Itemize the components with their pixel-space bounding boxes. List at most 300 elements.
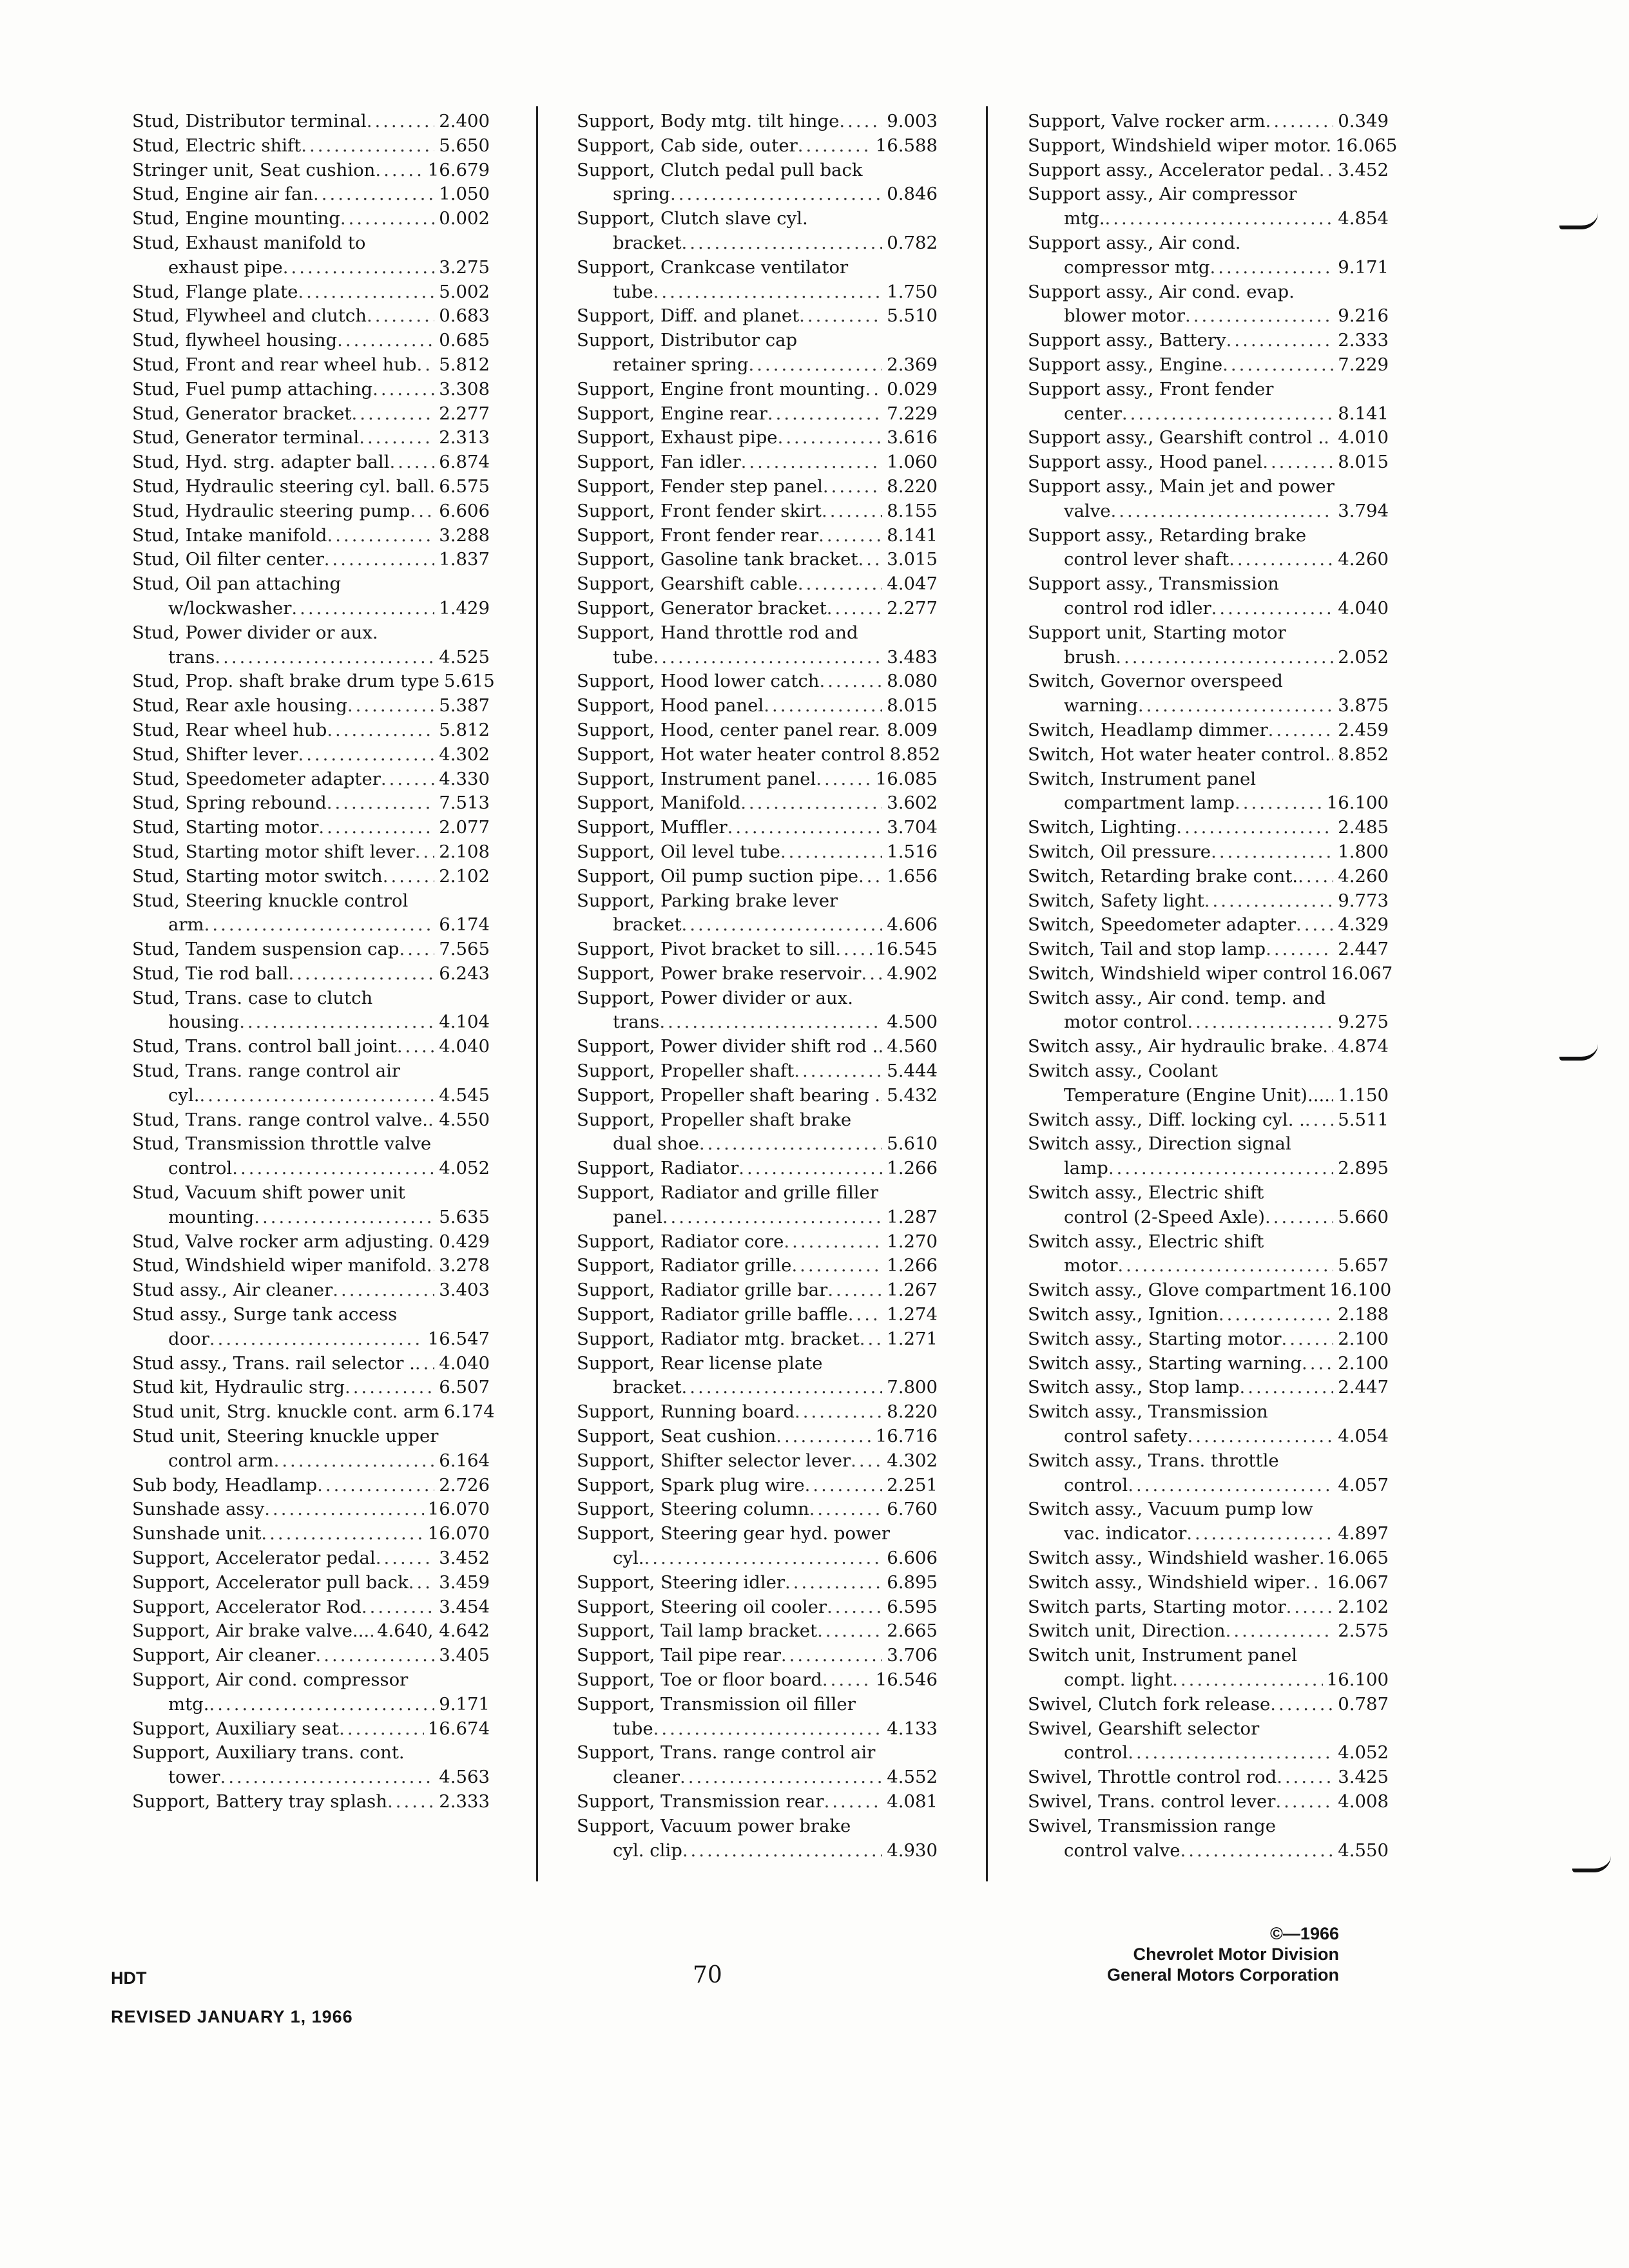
- index-entry: [577, 718, 938, 743]
- dot-leader: [1128, 1474, 1333, 1498]
- entry-reference: 4.302: [439, 744, 490, 765]
- dot-leader: [428, 1108, 434, 1133]
- entry-title: Switch assy., Starting motor: [1028, 1328, 1282, 1349]
- entry-continuation: compartment lamp: [1064, 793, 1235, 814]
- index-entry: [577, 329, 938, 378]
- entry-reference: 2.100: [1338, 1352, 1389, 1374]
- index-entry: [132, 182, 490, 207]
- index-entry: [577, 962, 938, 986]
- index-entry: [577, 1108, 938, 1157]
- index-entry: [577, 1254, 938, 1278]
- entry-reference: 6.243: [439, 963, 490, 984]
- entry-reference: 16.065: [1326, 1548, 1389, 1569]
- margin-mark: [1559, 213, 1598, 229]
- dot-leader: [339, 1717, 424, 1742]
- index-entry: [577, 1497, 938, 1522]
- entry-title: Switch, Speedometer adapter: [1028, 914, 1296, 936]
- entry-title: Stud unit, Steering knuckle upper: [132, 1426, 439, 1447]
- entry-continuation: control rod idler: [1064, 597, 1211, 619]
- dot-leader: [1322, 1035, 1333, 1059]
- index-entry: [577, 743, 941, 767]
- dot-leader: [1108, 1157, 1333, 1181]
- index-entry: [132, 572, 490, 621]
- dot-leader: [415, 840, 434, 865]
- entry-reference: 2.102: [1338, 1596, 1389, 1617]
- index-entry: [577, 1278, 938, 1303]
- entry-title: Stud, Generator terminal: [132, 427, 360, 448]
- dot-leader: [1186, 1522, 1333, 1546]
- entry-reference: 1.150: [1338, 1084, 1389, 1106]
- entry-title: Support, Spark plug wire: [577, 1474, 805, 1495]
- index-entry: [577, 402, 938, 427]
- entry-reference: 16.067: [1326, 1571, 1389, 1593]
- entry-title: Stud assy., Trans. rail selector .: [132, 1352, 415, 1374]
- index-entry: [1028, 1717, 1389, 1766]
- entry-reference: 8.220: [887, 476, 938, 497]
- index-entry: [577, 767, 938, 792]
- entry-title: Support assy., Battery: [1028, 330, 1226, 351]
- entry-title: Support, Power divider shift rod .: [577, 1036, 878, 1057]
- entry-title: Stud, Intake manifold: [132, 524, 327, 546]
- dot-leader: [835, 937, 871, 962]
- index-entry: [577, 450, 938, 475]
- entry-continuation: mounting: [168, 1206, 255, 1227]
- dot-leader: [767, 402, 882, 427]
- entry-reference: 1.270: [887, 1231, 938, 1252]
- entry-title: Stud, Fuel pump attaching: [132, 378, 373, 399]
- dot-leader: [880, 718, 882, 743]
- entry-reference: 4.550: [439, 1109, 490, 1130]
- dot-leader: [791, 1254, 882, 1278]
- dot-leader: [682, 231, 882, 256]
- index-entry: [132, 1619, 490, 1644]
- entry-reference: 16.100: [1326, 793, 1389, 814]
- index-entry: [132, 621, 490, 670]
- dot-leader: [776, 1425, 871, 1449]
- entry-title: Support, Windshield wiper motor.: [1028, 135, 1332, 156]
- index-entry: [577, 1352, 938, 1401]
- entry-title: Stud, Trans. control ball joint: [132, 1036, 397, 1057]
- dot-leader: [199, 1084, 434, 1108]
- entry-reference: 4.052: [1338, 1742, 1389, 1763]
- index-entry: [1028, 475, 1389, 524]
- dot-leader: [1277, 1765, 1333, 1790]
- entry-title: Support, Gasoline tank bracket: [577, 549, 858, 570]
- index-entry: [1028, 1765, 1389, 1790]
- entry-title: Stud kit, Hydraulic strg: [132, 1377, 345, 1398]
- index-entry: [132, 1108, 490, 1133]
- entry-title: Stud, Speedometer adapter: [132, 768, 381, 789]
- dot-leader: [1229, 548, 1333, 572]
- entry-reference: 2.485: [1338, 817, 1389, 838]
- dot-leader: [1265, 1206, 1333, 1230]
- dot-leader: [860, 1327, 882, 1352]
- entry-reference: 5.511: [1338, 1109, 1389, 1130]
- dot-leader: [749, 353, 882, 378]
- entry-reference: 2.277: [439, 403, 490, 424]
- index-entry: [1028, 743, 1389, 767]
- index-entry: [577, 1084, 938, 1108]
- entry-title: Switch parts, Starting motor: [1028, 1596, 1286, 1617]
- index-entry: [132, 1741, 490, 1790]
- entry-title: Support, Air brake valve...: [132, 1620, 370, 1642]
- dot-leader: [1235, 791, 1323, 816]
- index-entry: [577, 865, 938, 889]
- entry-reference: 8.009: [887, 719, 938, 740]
- entry-continuation: retainer spring: [613, 354, 749, 375]
- index-entry: [1028, 840, 1389, 865]
- entry-reference: 0.787: [1338, 1693, 1389, 1715]
- entry-title: Support, Hand throttle rod and: [577, 622, 858, 643]
- index-entry: [1028, 134, 1398, 159]
- entry-reference: 5.387: [439, 695, 490, 716]
- entry-title: Switch assy., Coolant: [1028, 1061, 1218, 1082]
- dot-leader: [1330, 1084, 1333, 1108]
- entry-title: Support, Fan idler: [577, 452, 741, 473]
- index-entry: [577, 1595, 938, 1620]
- entry-continuation: spring: [613, 184, 670, 205]
- entry-title: Support, Tail lamp bracket: [577, 1620, 818, 1642]
- entry-continuation: control: [168, 1158, 233, 1179]
- entry-title: Switch unit, Direction: [1028, 1620, 1226, 1642]
- index-entry: [577, 621, 938, 670]
- index-entry: [577, 1668, 938, 1693]
- index-entry: [1028, 1181, 1389, 1230]
- entry-title: Support, Power divider or aux.: [577, 987, 853, 1008]
- entry-title: Switch assy., Vacuum pump low: [1028, 1499, 1313, 1520]
- entry-continuation: valve: [1064, 500, 1111, 521]
- entry-continuation: control arm: [168, 1450, 274, 1471]
- index-entry: [132, 1668, 490, 1717]
- dot-leader: [1305, 1108, 1333, 1133]
- entry-reference: 2.726: [439, 1474, 490, 1495]
- entry-reference: 4.552: [887, 1767, 938, 1788]
- entry-reference: 4.897: [1338, 1523, 1389, 1544]
- entry-title: Support assy., Main jet and power: [1028, 476, 1335, 497]
- dot-leader: [662, 1206, 882, 1230]
- entry-continuation: dual shoe: [613, 1133, 699, 1155]
- entry-reference: 6.606: [439, 500, 490, 521]
- entry-reference: 4.330: [439, 768, 490, 789]
- dot-leader: [1270, 1693, 1333, 1717]
- column-divider: [536, 106, 538, 1881]
- entry-reference: 8.141: [1338, 403, 1389, 424]
- dot-leader: [740, 791, 882, 816]
- entry-title: Switch, Hot water heater control.: [1028, 744, 1331, 765]
- entry-reference: 2.277: [887, 597, 938, 619]
- dot-leader: [1122, 402, 1333, 427]
- entry-title: Stud, Tandem suspension cap: [132, 939, 400, 960]
- entry-title: Switch assy., Direction signal: [1028, 1133, 1291, 1155]
- entry-reference: 1.060: [887, 452, 938, 473]
- entry-reference: 5.510: [887, 305, 938, 327]
- entry-title: Stud, Front and rear wheel hub: [132, 354, 417, 375]
- dot-leader: [1331, 743, 1333, 767]
- entry-title: Support unit, Starting motor: [1028, 622, 1286, 643]
- entry-title: Support assy., Gearshift control .: [1028, 427, 1324, 448]
- entry-reference: 6.575: [439, 476, 490, 497]
- index-entry: [1028, 1376, 1389, 1400]
- entry-title: Switch, Headlamp dimmer: [1028, 719, 1268, 740]
- index-entry: [1028, 1059, 1389, 1108]
- entry-title: Stud, Prop. shaft brake drum type: [132, 671, 439, 692]
- entry-reference: 2.400: [439, 111, 490, 131]
- index-entry: [577, 597, 938, 621]
- entry-title: Stud assy., Surge tank access: [132, 1304, 398, 1325]
- index-column-1: [132, 110, 495, 1814]
- dot-leader: [682, 1839, 882, 1863]
- dot-leader: [1262, 450, 1333, 475]
- index-entry: [1028, 1595, 1389, 1620]
- dot-leader: [209, 1693, 434, 1717]
- entry-title: Support, Gearshift cable: [577, 573, 798, 595]
- index-entry: [1028, 621, 1389, 670]
- dot-leader: [822, 1668, 872, 1693]
- entry-title: Support assy., Front fender: [1028, 378, 1274, 399]
- dot-leader: [313, 182, 434, 207]
- index-entry: [577, 1303, 938, 1327]
- index-entry: [577, 1814, 938, 1863]
- dot-leader: [1219, 1303, 1333, 1327]
- dot-leader: [1211, 840, 1333, 865]
- entry-title: Support, Battery tray splash: [132, 1791, 387, 1812]
- entry-title: Stud, Vacuum shift power unit: [132, 1182, 405, 1204]
- index-entry: [1028, 1400, 1389, 1449]
- dot-leader: [1298, 865, 1333, 889]
- dot-leader: [809, 1497, 882, 1522]
- entry-title: Support, Hood, center panel rear.: [577, 719, 880, 740]
- dot-leader: [367, 110, 434, 134]
- entry-title: Sunshade unit: [132, 1523, 262, 1544]
- entry-reference: 3.616: [887, 427, 938, 448]
- entry-title: Support assy., Retarding brake: [1028, 524, 1307, 546]
- entry-reference: 7.800: [887, 1377, 938, 1398]
- entry-reference: 7.229: [887, 403, 938, 424]
- index-entry: [132, 767, 490, 792]
- index-entry: [577, 889, 938, 938]
- entry-title: Stud, Rear axle housing: [132, 695, 347, 716]
- entry-reference: 8.015: [887, 695, 938, 716]
- dot-leader: [327, 524, 435, 548]
- entry-reference: 7.229: [1338, 354, 1389, 375]
- entry-reference: 4.133: [887, 1718, 938, 1739]
- copyright-block: [1107, 1923, 1339, 1985]
- entry-reference: 3.452: [439, 1548, 490, 1569]
- entry-continuation: arm: [168, 914, 204, 936]
- entry-reference: 4.545: [439, 1084, 490, 1106]
- entry-continuation: housing: [168, 1012, 240, 1033]
- dot-leader: [1185, 304, 1333, 329]
- dot-leader: [381, 767, 434, 792]
- dot-leader: [1268, 718, 1333, 743]
- entry-reference: 4.047: [887, 573, 938, 595]
- entry-continuation: tube: [613, 281, 653, 302]
- doc-code: HDT: [111, 1968, 147, 1988]
- dot-leader: [372, 378, 434, 402]
- entry-reference: 5.657: [1338, 1255, 1389, 1276]
- index-entry: [577, 1157, 938, 1181]
- entry-title: Sunshade assy: [132, 1499, 265, 1520]
- entry-reference: 2.077: [439, 817, 490, 838]
- dot-leader: [397, 1035, 434, 1059]
- index-entry: [1028, 378, 1389, 427]
- entry-title: Switch, Safety light: [1028, 890, 1204, 911]
- entry-reference: 5.635: [439, 1206, 490, 1227]
- entry-reference: 6.606: [887, 1548, 938, 1569]
- index-entry: [132, 840, 490, 865]
- index-entry: [577, 816, 938, 840]
- index-entry: [132, 1546, 490, 1571]
- entry-title: Support, Transmission rear: [577, 1791, 824, 1812]
- dot-leader: [318, 816, 434, 840]
- entry-title: Support, Clutch slave cyl.: [577, 208, 808, 229]
- entry-reference: 0.685: [439, 330, 490, 351]
- entry-continuation: control valve: [1064, 1840, 1181, 1861]
- index-entry: [1028, 1497, 1389, 1546]
- entry-reference: 2.459: [1338, 719, 1389, 740]
- dot-leader: [340, 207, 434, 231]
- dot-leader: [1266, 937, 1333, 962]
- index-entry: [577, 572, 938, 597]
- entry-reference: 2.100: [1338, 1328, 1389, 1349]
- entry-title: Switch, Windshield wiper control: [1028, 963, 1327, 984]
- entry-reference: 6.874: [439, 452, 490, 473]
- entry-reference: 4.057: [1338, 1474, 1389, 1495]
- dot-leader: [1222, 353, 1333, 378]
- entry-title: Stud, Oil pan attaching: [132, 573, 342, 595]
- dot-leader: [1319, 1546, 1323, 1571]
- entry-reference: 4.606: [887, 914, 938, 936]
- entry-reference: 3.425: [1338, 1767, 1389, 1788]
- dot-leader: [764, 694, 882, 718]
- index-entry: [1028, 865, 1389, 889]
- entry-reference: 4.563: [439, 1767, 490, 1788]
- index-entry: [1028, 937, 1389, 962]
- index-entry: [577, 499, 938, 524]
- entry-reference: 4.874: [1338, 1036, 1389, 1057]
- index-entry: [132, 816, 490, 840]
- index-entry: [1028, 1619, 1389, 1644]
- entry-reference: 0.683: [439, 305, 490, 327]
- entry-reference: 4.008: [1338, 1791, 1389, 1812]
- entry-title: Support, Valve rocker arm: [1028, 111, 1266, 131]
- dot-leader: [1204, 889, 1333, 914]
- dot-leader: [274, 1449, 434, 1474]
- entry-reference: 2.575: [1338, 1620, 1389, 1642]
- dot-leader: [827, 1278, 882, 1303]
- index-entry: [1028, 1790, 1389, 1814]
- index-entry: [132, 524, 490, 548]
- index-entry: [1028, 767, 1389, 816]
- entry-title: Swivel, Gearshift selector: [1028, 1718, 1260, 1739]
- entry-reference: 3.875: [1338, 695, 1389, 716]
- dot-leader: [653, 646, 882, 670]
- entry-continuation: cyl.: [613, 1548, 644, 1569]
- entry-reference: 3.403: [439, 1280, 490, 1301]
- entry-title: Support, Power brake reservoir: [577, 963, 862, 984]
- dot-leader: [232, 1157, 434, 1181]
- entry-reference: 3.278: [439, 1255, 490, 1276]
- dot-leader: [429, 475, 434, 499]
- dot-leader: [784, 1230, 882, 1254]
- entry-reference: 4.854: [1338, 208, 1389, 229]
- entry-title: Support assy., Engine: [1028, 354, 1223, 375]
- dot-leader: [375, 159, 423, 183]
- index-entry: [1028, 1132, 1389, 1181]
- entry-title: Support, Diff. and planet: [577, 305, 800, 327]
- entry-title: Support, Pivot bracket to sill: [577, 939, 836, 960]
- index-entry: [1028, 1327, 1389, 1352]
- dot-leader: [798, 572, 882, 597]
- entry-reference: 1.750: [887, 281, 938, 302]
- index-entry: [577, 256, 938, 305]
- dot-leader: [337, 329, 434, 353]
- index-entry: [132, 207, 490, 231]
- entry-continuation: cyl.: [168, 1084, 200, 1106]
- entry-continuation: panel: [613, 1206, 662, 1227]
- dot-leader: [383, 865, 434, 889]
- entry-reference: 16.067: [1331, 963, 1393, 984]
- dot-leader: [822, 499, 882, 524]
- entry-title: Stud, Flange plate: [132, 281, 298, 302]
- entry-title: Support, Propeller shaft bearing .: [577, 1084, 881, 1106]
- entry-reference: 2.447: [1338, 1377, 1389, 1398]
- index-entry: [577, 548, 938, 572]
- entry-reference: 16.674: [427, 1718, 490, 1739]
- entry-continuation: trans: [613, 1012, 660, 1033]
- index-entry: [577, 1181, 938, 1230]
- dot-leader: [359, 426, 434, 450]
- dot-leader: [858, 865, 882, 889]
- dot-leader: [670, 182, 882, 207]
- index-entry: [1028, 913, 1389, 937]
- entry-reference: 3.706: [887, 1645, 938, 1666]
- entry-continuation: vac. indicator: [1064, 1523, 1187, 1544]
- entry-reference: 4.052: [439, 1158, 490, 1179]
- index-entry: [132, 231, 490, 280]
- entry-continuation: bracket: [613, 232, 682, 253]
- entry-reference: 9.216: [1338, 305, 1389, 327]
- dot-leader: [644, 1546, 882, 1571]
- dot-leader: [288, 962, 434, 986]
- entry-reference: 4.329: [1338, 914, 1389, 936]
- index-entry: [1028, 426, 1389, 450]
- entry-reference: 0.846: [887, 184, 938, 205]
- index-entry: [132, 280, 490, 305]
- entry-title: Support, Radiator grille: [577, 1255, 792, 1276]
- entry-title: Stud assy., Air cleaner: [132, 1280, 333, 1301]
- dot-leader: [680, 1765, 882, 1790]
- entry-title: Switch, Governor overspeed: [1028, 671, 1283, 692]
- index-entry: [132, 1254, 490, 1278]
- entry-reference: 5.444: [887, 1061, 938, 1082]
- index-entry: [1028, 1644, 1389, 1693]
- dot-leader: [1117, 1254, 1333, 1278]
- index-entry: [132, 1352, 490, 1376]
- entry-reference: 2.665: [887, 1620, 938, 1642]
- entry-reference: 5.812: [439, 354, 490, 375]
- index-entry: [132, 329, 490, 353]
- index-entry: [1028, 524, 1389, 573]
- entry-title: Support, Steering gear hyd. power: [577, 1523, 891, 1544]
- index-entry: [577, 1619, 938, 1644]
- entry-title: Support, Tail pipe rear: [577, 1645, 781, 1666]
- entry-continuation: Temperature (Engine Unit)....: [1064, 1084, 1330, 1106]
- dot-leader: [264, 1497, 424, 1522]
- entry-reference: 16.065: [1335, 135, 1398, 156]
- copyright-year: ©—1966: [1270, 1924, 1339, 1943]
- entry-title: Support assy., Air compressor: [1028, 184, 1297, 205]
